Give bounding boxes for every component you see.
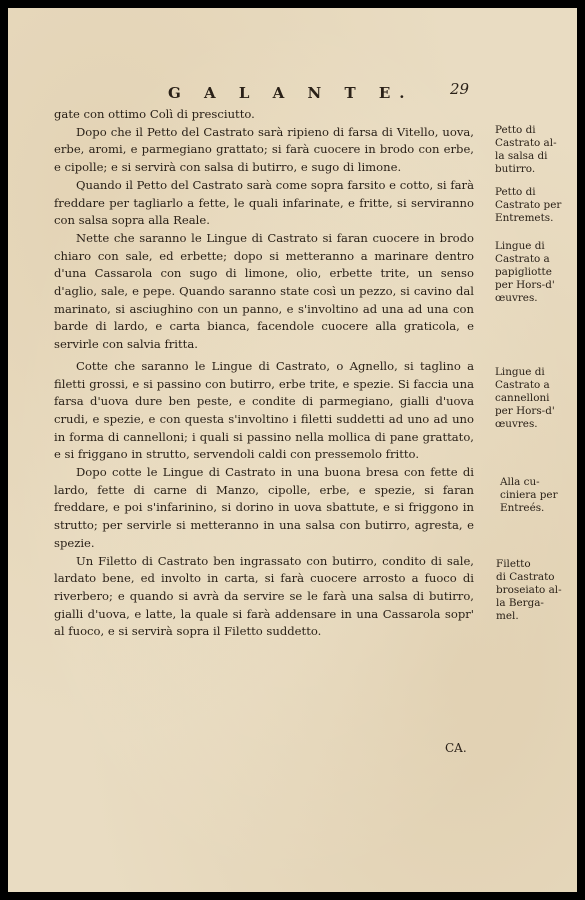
margin-note-line: Lingue di [495, 240, 545, 252]
page-number: 29 [450, 80, 470, 98]
main-text-block [54, 106, 474, 641]
paragraph-petto-butirro: Dopo che il Petto del Castrato sarà ripieno di farsa di Vitello, uova, erbe, aromi, e parmegiano grattato; si farà cuocere in brodo con erbe, e cipolle; e si servirà con salsa di butirro, e sugo di limone. [54, 124, 474, 175]
margin-note-line: Castrato al- [495, 137, 557, 149]
paragraph-lingue-cuciniera: Dopo cotte le Lingue di Castrato in una buona bresa con fette di lardo, fette di carne di Manzo, cipolle, erbe, e spezie, si faran freddare, e poi s'infarinino, si dorino in uova sbattute, e si friggono in strutto; per servirle si metteranno in una salsa con butirro, agresta, e spezie. [54, 465, 474, 550]
margin-note-line: di Castrato [496, 571, 555, 583]
margin-note-lingue-papigliotte [495, 240, 555, 305]
margin-note-line: œuvres. [495, 292, 538, 304]
margin-note-petto-entremets [495, 186, 561, 225]
book-page [8, 8, 577, 892]
margin-note-line: Castrato per [495, 199, 562, 211]
margin-note-line: per Hors-d' [495, 405, 555, 417]
margin-note-line: mel. [496, 610, 519, 622]
catchword: CA. [445, 741, 467, 755]
margin-note-line: Petto di [495, 124, 536, 136]
margin-note-line: Entreés. [500, 502, 545, 514]
margin-note-line: œuvres. [495, 418, 538, 430]
margin-note-filetto-bergamel [496, 558, 562, 623]
paragraph-lingue-cannelloni: Cotte che saranno le Lingue di Castrato, o Agnello, si taglino a filetti grossi, e si passino con butirro, erbe trite, e spezie. Si faccia una farsa d'uova dure ben peste, e condite di parmegiano, gialli d'uova crudi, e spezie, e con questa s'involtino i filetti suddetti ad uno ad uno in forma di cannelloni; i quali si passino nella mollica di pane grattato, e si friggano in strutto, servendoli caldi con pressemolo fritto. [54, 358, 474, 462]
margin-note-line: Entremets. [495, 212, 554, 224]
margin-note-line: per Hors-d' [495, 279, 555, 291]
margin-note-lingue-cannelloni [495, 366, 555, 431]
margin-note-cuciniera [500, 476, 558, 515]
margin-note-line: Lingue di [495, 366, 545, 378]
running-head: G A L A N T E. [168, 84, 414, 102]
margin-note-line: broseiato al- [496, 584, 562, 596]
margin-note-line: papigliotte [495, 266, 552, 278]
paragraph-continuation: gate con ottimo Colì di presciutto. [54, 107, 255, 121]
margin-note-petto-butirro [495, 124, 557, 176]
margin-note-line: Petto di [495, 186, 536, 198]
margin-note-line: la Berga- [496, 597, 544, 609]
paragraph-lingue-papigliotte: Nette che saranno le Lingue di Castrato si faran cuocere in brodo chiaro con sale, ed erbette; dopo si metteranno a marinare dentro d'una Cassarola con sugo di limone, olio, erbette trite, un senso d'aglio, sale, e pepe. Quando saranno state così un pezzo, si cavino dal marinato, si asciughino con un panno, e s'involtino ad una ad una con barde di lardo, e carta bianca, facendole cuocere alla graticola, e servirle con salvia fritta. [54, 230, 474, 352]
margin-note-line: ciniera per [500, 489, 558, 501]
margin-note-line: Alla cu- [500, 476, 540, 488]
paragraph-petto-entremets: Quando il Petto del Castrato sarà come sopra farsito e cotto, si farà freddare per tagliarlo a fette, le quali infarinate, e fritte, si serviranno con salsa sopra alla Reale. [54, 177, 474, 228]
margin-note-line: Filetto [496, 558, 531, 570]
margin-note-line: cannelloni [495, 392, 550, 404]
paragraph-filetto-bergamel: Un Filetto di Castrato ben ingrassato con butirro, condito di sale, lardato bene, ed involto in carta, si farà cuocere arrosto a fuoco di riverbero; e quando si avrà da servire se le farà una salsa di butirro, gialli d'uova, e latte, la quale si farà addensare in una Cassarola sopr' al fuoco, e si servirà sopra il Filetto suddetto. [54, 553, 474, 639]
margin-note-line: butirro. [495, 163, 536, 175]
margin-note-line: Castrato a [495, 253, 550, 265]
margin-note-line: la salsa di [495, 150, 548, 162]
margin-note-line: Castrato a [495, 379, 550, 391]
